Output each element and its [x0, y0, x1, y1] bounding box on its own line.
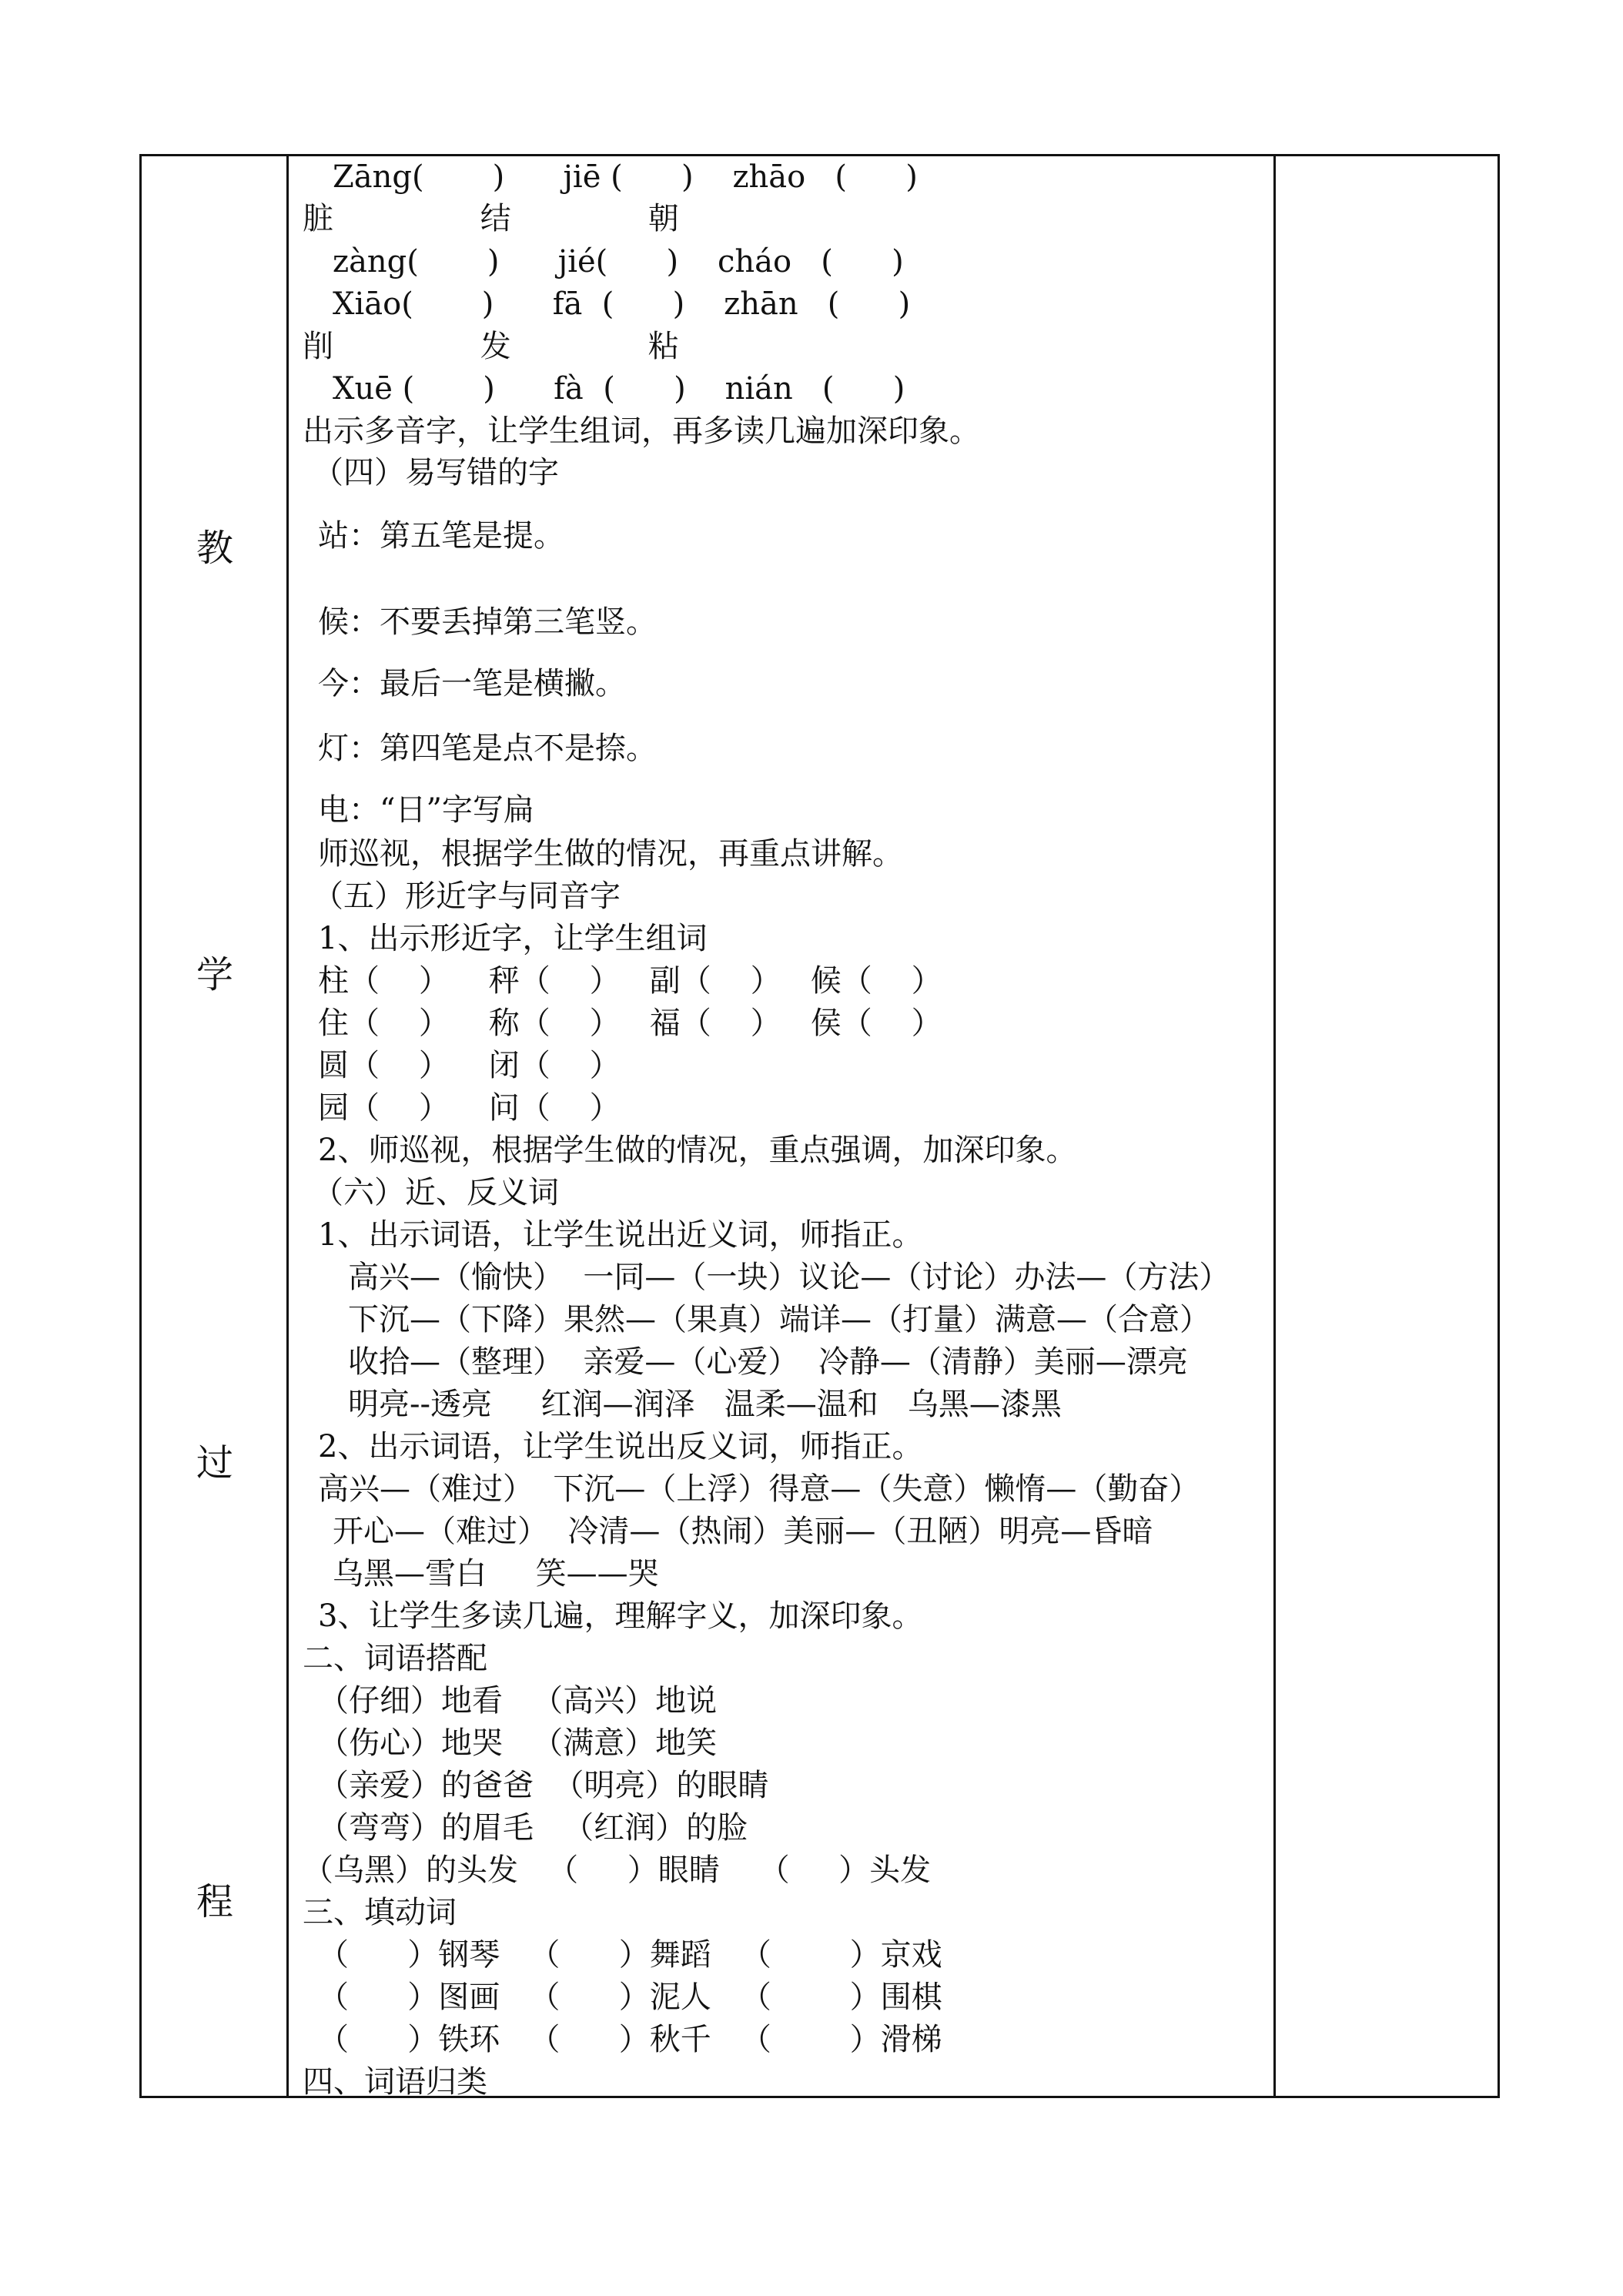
text-line: 收拾—（整理） 亲爱—（心爱） 冷静—（清静）美丽—漂亮 — [348, 1344, 1188, 1380]
side-label-char: 过 — [196, 1441, 233, 1484]
text-line: 候：不要丢掉第三笔竖。 — [318, 604, 657, 640]
column-divider-left — [286, 156, 289, 2096]
side-label-char: 程 — [196, 1880, 233, 1923]
text-line: （ ）钢琴 （ ）舞蹈 （ ）京戏 — [318, 1937, 942, 1973]
text-line: （仔细）地看 （高兴）地说 — [318, 1683, 718, 1719]
text-line: 3、让学生多读几遍，理解字义，加深印象。 — [318, 1598, 923, 1634]
text-line: 师巡视，根据学生做的情况，再重点讲解。 — [318, 836, 903, 872]
text-line: 开心—（难过） 冷清—（热闹）美丽—（丑陋）明亮—昏暗 — [333, 1514, 1153, 1549]
text-line: 电：“日”字写扁 — [318, 792, 534, 828]
text-line: （ ）铁环 （ ）秋千 （ ）滑梯 — [318, 2022, 942, 2057]
pinyin-line: Zāng( ) jiē ( ) zhāo ( ) — [333, 159, 918, 195]
text-line: 园（ ） 问（ ） — [318, 1090, 621, 1126]
text-line: 2、师巡视，根据学生做的情况，重点强调，加深印象。 — [318, 1133, 1077, 1168]
text-line: 明亮--透亮 红润—润泽 温柔—温和 乌黑—漆黑 — [348, 1387, 1062, 1422]
text-line: 高兴—（难过） 下沉—（上浮）得意—（失意）懒惰—（勤奋） — [318, 1471, 1200, 1507]
text-line: 1、出示形近字，让学生组词 — [318, 921, 708, 956]
side-label-char: 学 — [196, 953, 233, 996]
text-line: 今：最后一笔是横撇。 — [318, 666, 626, 701]
text-line: 住（ ） 称（ ） 福（ ） 侯（ ） — [318, 1006, 942, 1041]
side-label-char: 教 — [196, 527, 233, 570]
character-line: 削 发 粘 — [303, 329, 679, 364]
text-line: （弯弯）的眉毛 （红润）的脸 — [318, 1810, 748, 1846]
section-heading: （四）易写错的字 — [313, 455, 559, 490]
pinyin-line: Xuē ( ) fà ( ) nián ( ) — [333, 371, 905, 407]
text-line: 站：第五笔是提。 — [318, 518, 564, 554]
column-divider-right — [1273, 156, 1276, 2096]
section-heading: 四、词语归类 — [303, 2064, 487, 2100]
text-line: （ ）图画 （ ）泥人 （ ）围棋 — [318, 1980, 942, 2015]
text-line: 2、出示词语，让学生说出反义词，师指正。 — [318, 1429, 923, 1464]
text-line: 乌黑—雪白 笑——哭 — [333, 1556, 659, 1591]
text-line: （伤心）地哭 （满意）地笑 — [318, 1725, 718, 1761]
pinyin-line: zàng( ) jié( ) cháo ( ) — [333, 244, 904, 279]
section-heading: 二、词语搭配 — [303, 1641, 487, 1676]
section-heading: 三、填动词 — [303, 1895, 457, 1930]
text-line: 高兴—（愉快） 一同—（一块）议论—（讨论）办法—（方法） — [348, 1260, 1230, 1295]
text-line: 灯：第四笔是点不是捺。 — [318, 731, 657, 766]
text-line: 圆（ ） 闭（ ） — [318, 1048, 621, 1083]
section-heading: （六）近、反义词 — [313, 1175, 559, 1210]
text-line: 下沉—（下降）果然—（果真）端详—（打量）满意—（合意） — [348, 1302, 1210, 1337]
pinyin-line: Xiāo( ) fā ( ) zhān ( ) — [333, 286, 911, 322]
character-line: 脏 结 朝 — [303, 201, 679, 236]
section-heading: （五）形近字与同音字 — [313, 879, 621, 914]
text-line: （乌黑）的头发 （ ）眼睛 （ ）头发 — [303, 1853, 932, 1888]
text-line: （亲爱）的爸爸 （明亮）的眼睛 — [318, 1768, 769, 1803]
text-line: 1、出示词语，让学生说出近义词，师指正。 — [318, 1217, 923, 1253]
text-line: 出示多音字，让学生组词，再多读几遍加深印象。 — [303, 413, 980, 449]
text-line: 柱（ ） 秤（ ） 副（ ） 候（ ） — [318, 963, 942, 999]
